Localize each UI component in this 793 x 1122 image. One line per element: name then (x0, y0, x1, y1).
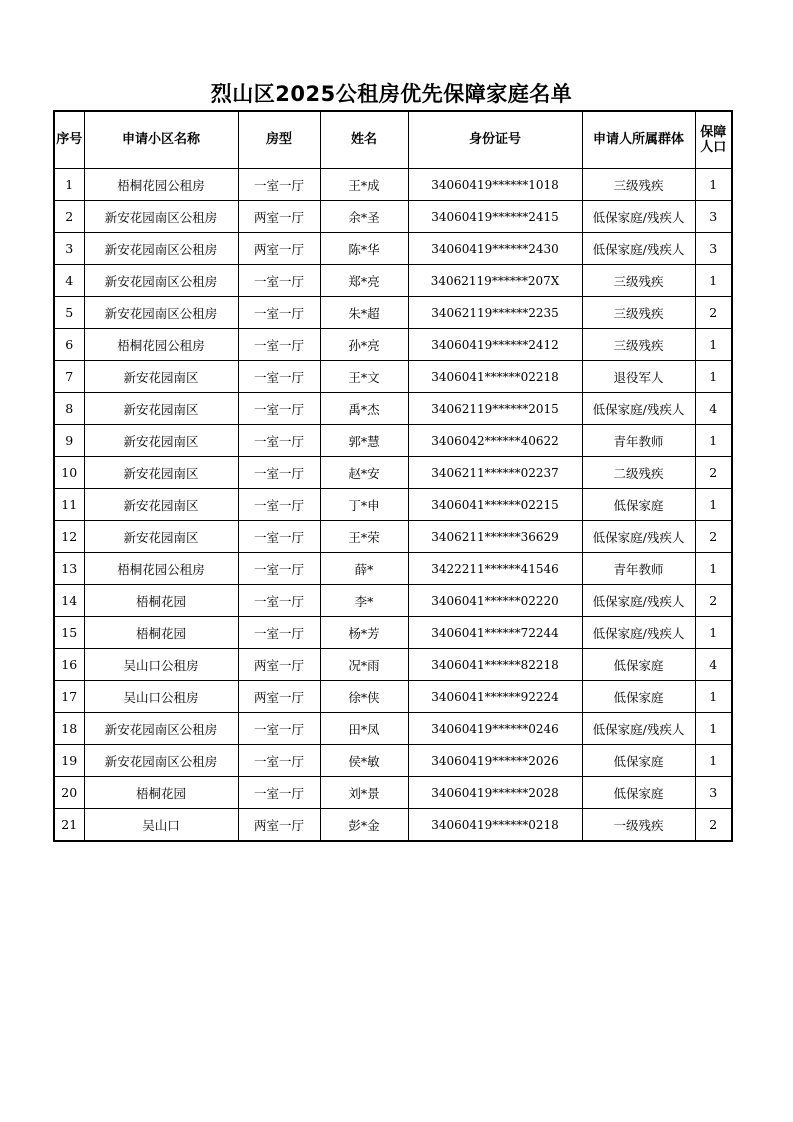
table-row (54, 681, 732, 713)
table-row (54, 329, 732, 361)
cell-room-type: 两室一厅 (238, 201, 320, 233)
cell-group: 青年教师 (582, 553, 695, 585)
table-row (54, 265, 732, 297)
cell-community: 新安花园南区 (84, 489, 238, 521)
cell-community: 新安花园南区公租房 (84, 201, 238, 233)
cell-id-number: 34060419******0246 (408, 713, 582, 745)
cell-room-type: 一室一厅 (238, 713, 320, 745)
cell-name: 余*圣 (320, 201, 408, 233)
cell-name: 薛* (320, 553, 408, 585)
table-row (54, 169, 732, 201)
cell-room-type: 两室一厅 (238, 233, 320, 265)
cell-group: 低保家庭/残疾人 (582, 617, 695, 649)
cell-seq: 7 (54, 361, 84, 393)
cell-community: 吴山口公租房 (84, 649, 238, 681)
cell-room-type: 一室一厅 (238, 745, 320, 777)
cell-group: 低保家庭 (582, 681, 695, 713)
table-row (54, 361, 732, 393)
table-row (54, 713, 732, 745)
header-id-number: 身份证号 (408, 111, 582, 169)
table-row (54, 745, 732, 777)
cell-room-type: 一室一厅 (238, 425, 320, 457)
cell-id-number: 34062119******2235 (408, 297, 582, 329)
document-title: 烈山区2025公租房优先保障家庭名单 (210, 82, 573, 106)
cell-name: 彭*金 (320, 809, 408, 842)
cell-name: 刘*景 (320, 777, 408, 809)
cell-name: 李* (320, 585, 408, 617)
cell-household: 2 (695, 521, 732, 553)
cell-group: 三级残疾 (582, 329, 695, 361)
cell-room-type: 两室一厅 (238, 649, 320, 681)
cell-name: 王*文 (320, 361, 408, 393)
cell-id-number: 3406041******02220 (408, 585, 582, 617)
table-row (54, 809, 732, 842)
cell-seq: 4 (54, 265, 84, 297)
table-row (54, 553, 732, 585)
cell-id-number: 3422211******41546 (408, 553, 582, 585)
table-row (54, 457, 732, 489)
cell-community: 梧桐花园公租房 (84, 329, 238, 361)
cell-seq: 15 (54, 617, 84, 649)
cell-seq: 3 (54, 233, 84, 265)
cell-id-number: 3406041******02218 (408, 361, 582, 393)
header-group: 申请人所属群体 (582, 111, 695, 169)
cell-name: 徐*侠 (320, 681, 408, 713)
cell-name: 禹*杰 (320, 393, 408, 425)
cell-household: 1 (695, 361, 732, 393)
cell-household: 1 (695, 617, 732, 649)
cell-household: 3 (695, 201, 732, 233)
cell-name: 郑*亮 (320, 265, 408, 297)
table-row (54, 233, 732, 265)
cell-name: 杨*芳 (320, 617, 408, 649)
cell-id-number: 34060419******2028 (408, 777, 582, 809)
cell-household: 2 (695, 809, 732, 842)
cell-id-number: 3406211******02237 (408, 457, 582, 489)
table-row (54, 489, 732, 521)
cell-seq: 19 (54, 745, 84, 777)
cell-community: 新安花园南区公租房 (84, 713, 238, 745)
cell-seq: 17 (54, 681, 84, 713)
cell-community: 梧桐花园公租房 (84, 169, 238, 201)
cell-community: 新安花园南区公租房 (84, 265, 238, 297)
cell-group: 低保家庭 (582, 745, 695, 777)
table-body (54, 169, 732, 842)
cell-name: 王*荣 (320, 521, 408, 553)
cell-household: 1 (695, 425, 732, 457)
cell-id-number: 3406041******92224 (408, 681, 582, 713)
cell-room-type: 一室一厅 (238, 457, 320, 489)
cell-community: 新安花园南区 (84, 521, 238, 553)
cell-group: 低保家庭/残疾人 (582, 233, 695, 265)
cell-room-type: 一室一厅 (238, 585, 320, 617)
cell-seq: 13 (54, 553, 84, 585)
cell-household: 1 (695, 169, 732, 201)
header-household: 保障人口 (695, 111, 732, 169)
table-row (54, 585, 732, 617)
cell-room-type: 两室一厅 (238, 681, 320, 713)
table-row (54, 777, 732, 809)
cell-community: 吴山口 (84, 809, 238, 842)
cell-seq: 10 (54, 457, 84, 489)
cell-room-type: 一室一厅 (238, 169, 320, 201)
cell-household: 2 (695, 585, 732, 617)
cell-household: 2 (695, 457, 732, 489)
cell-id-number: 3406041******82218 (408, 649, 582, 681)
cell-seq: 12 (54, 521, 84, 553)
cell-group: 二级残疾 (582, 457, 695, 489)
cell-group: 低保家庭 (582, 777, 695, 809)
cell-id-number: 3406041******72244 (408, 617, 582, 649)
cell-room-type: 一室一厅 (238, 265, 320, 297)
table-row (54, 393, 732, 425)
cell-name: 赵*安 (320, 457, 408, 489)
household-list-table (53, 110, 733, 842)
cell-group: 三级残疾 (582, 265, 695, 297)
cell-name: 郭*慧 (320, 425, 408, 457)
cell-room-type: 一室一厅 (238, 553, 320, 585)
cell-household: 3 (695, 233, 732, 265)
cell-group: 一级残疾 (582, 809, 695, 842)
cell-id-number: 34062119******207X (408, 265, 582, 297)
cell-community: 新安花园南区 (84, 393, 238, 425)
table-header-row (54, 111, 732, 169)
cell-community: 梧桐花园公租房 (84, 553, 238, 585)
cell-group: 三级残疾 (582, 169, 695, 201)
cell-name: 王*成 (320, 169, 408, 201)
cell-seq: 11 (54, 489, 84, 521)
cell-seq: 2 (54, 201, 84, 233)
cell-room-type: 一室一厅 (238, 777, 320, 809)
cell-group: 低保家庭/残疾人 (582, 201, 695, 233)
cell-community: 新安花园南区公租房 (84, 297, 238, 329)
cell-household: 1 (695, 489, 732, 521)
cell-seq: 6 (54, 329, 84, 361)
table-row (54, 297, 732, 329)
cell-household: 4 (695, 393, 732, 425)
cell-id-number: 34060419******1018 (408, 169, 582, 201)
cell-id-number: 3406042******40622 (408, 425, 582, 457)
cell-room-type: 一室一厅 (238, 329, 320, 361)
cell-seq: 8 (54, 393, 84, 425)
cell-id-number: 34060419******2430 (408, 233, 582, 265)
cell-household: 4 (695, 649, 732, 681)
cell-id-number: 34060419******2412 (408, 329, 582, 361)
cell-community: 梧桐花园 (84, 777, 238, 809)
table-row (54, 617, 732, 649)
cell-room-type: 一室一厅 (238, 617, 320, 649)
cell-id-number: 34060419******2026 (408, 745, 582, 777)
cell-household: 1 (695, 745, 732, 777)
cell-name: 丁*申 (320, 489, 408, 521)
cell-seq: 20 (54, 777, 84, 809)
cell-id-number: 3406211******36629 (408, 521, 582, 553)
cell-room-type: 一室一厅 (238, 297, 320, 329)
table-row (54, 425, 732, 457)
cell-room-type: 一室一厅 (238, 361, 320, 393)
cell-community: 新安花园南区公租房 (84, 745, 238, 777)
cell-group: 低保家庭/残疾人 (582, 521, 695, 553)
cell-group: 低保家庭/残疾人 (582, 393, 695, 425)
cell-seq: 9 (54, 425, 84, 457)
cell-seq: 1 (54, 169, 84, 201)
cell-room-type: 两室一厅 (238, 809, 320, 842)
cell-household: 1 (695, 681, 732, 713)
table-row (54, 201, 732, 233)
cell-seq: 14 (54, 585, 84, 617)
cell-household: 3 (695, 777, 732, 809)
cell-community: 梧桐花园 (84, 617, 238, 649)
cell-id-number: 34062119******2015 (408, 393, 582, 425)
cell-household: 1 (695, 265, 732, 297)
header-name: 姓名 (320, 111, 408, 169)
cell-household: 1 (695, 329, 732, 361)
cell-name: 田*凤 (320, 713, 408, 745)
cell-community: 梧桐花园 (84, 585, 238, 617)
cell-household: 1 (695, 553, 732, 585)
cell-room-type: 一室一厅 (238, 393, 320, 425)
cell-name: 侯*敏 (320, 745, 408, 777)
cell-group: 三级残疾 (582, 297, 695, 329)
table-row (54, 649, 732, 681)
cell-household: 1 (695, 713, 732, 745)
cell-group: 低保家庭/残疾人 (582, 713, 695, 745)
cell-name: 陈*华 (320, 233, 408, 265)
cell-group: 低保家庭 (582, 489, 695, 521)
header-seq: 序号 (54, 111, 84, 169)
cell-id-number: 3406041******02215 (408, 489, 582, 521)
cell-seq: 5 (54, 297, 84, 329)
cell-community: 新安花园南区 (84, 457, 238, 489)
cell-room-type: 一室一厅 (238, 521, 320, 553)
cell-household: 2 (695, 297, 732, 329)
cell-name: 孙*亮 (320, 329, 408, 361)
cell-community: 新安花园南区公租房 (84, 233, 238, 265)
cell-community: 吴山口公租房 (84, 681, 238, 713)
cell-room-type: 一室一厅 (238, 489, 320, 521)
cell-id-number: 34060419******0218 (408, 809, 582, 842)
cell-community: 新安花园南区 (84, 425, 238, 457)
cell-group: 青年教师 (582, 425, 695, 457)
table-row (54, 521, 732, 553)
cell-community: 新安花园南区 (84, 361, 238, 393)
cell-group: 低保家庭/残疾人 (582, 585, 695, 617)
cell-group: 退役军人 (582, 361, 695, 393)
header-room-type: 房型 (238, 111, 320, 169)
header-community: 申请小区名称 (84, 111, 238, 169)
cell-name: 况*雨 (320, 649, 408, 681)
cell-seq: 18 (54, 713, 84, 745)
cell-seq: 16 (54, 649, 84, 681)
cell-group: 低保家庭 (582, 649, 695, 681)
cell-seq: 21 (54, 809, 84, 842)
cell-name: 朱*超 (320, 297, 408, 329)
cell-id-number: 34060419******2415 (408, 201, 582, 233)
